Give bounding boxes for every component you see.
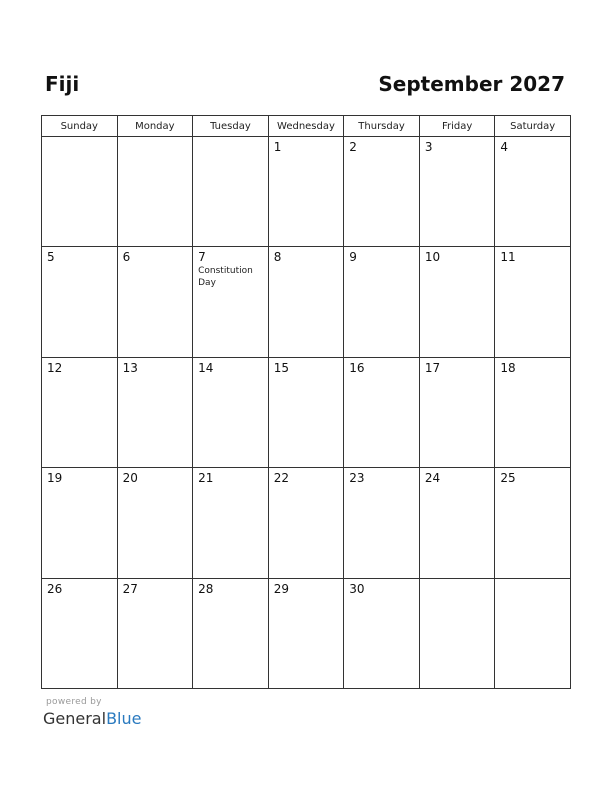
day-cell — [495, 578, 571, 688]
day-cell — [193, 468, 269, 578]
day-number: 5 — [47, 250, 55, 265]
week-row — [42, 247, 571, 357]
day-cell — [193, 247, 269, 357]
month-year-title: September 2027 — [378, 72, 565, 96]
day-number: 20 — [122, 471, 138, 486]
brand-blue-text: Blue — [106, 709, 142, 728]
footer-branding — [43, 697, 141, 729]
day-number: 24 — [424, 471, 441, 486]
day-number: 25 — [500, 471, 516, 486]
day-cell — [268, 578, 344, 688]
day-cell — [42, 357, 118, 467]
day-number: 2 — [349, 140, 357, 154]
day-cell — [344, 468, 420, 578]
day-cell — [344, 247, 420, 357]
day-number: 30 — [349, 581, 365, 596]
day-cell — [419, 137, 495, 247]
day-number: 17 — [424, 360, 441, 375]
weekday-header: Sunday — [42, 116, 118, 137]
day-number: 9 — [349, 250, 357, 265]
day-cell — [268, 357, 344, 467]
day-cell — [268, 247, 344, 357]
day-number: 23 — [349, 471, 365, 486]
day-number: 11 — [500, 250, 516, 265]
week-row — [42, 137, 571, 247]
day-number: 21 — [198, 471, 214, 486]
day-cell — [344, 137, 420, 247]
weekday-header-row — [42, 116, 571, 137]
day-number: 3 — [424, 140, 433, 154]
weekday-header: Monday — [117, 116, 193, 137]
day-number: 12 — [47, 360, 63, 375]
day-cell — [42, 468, 118, 578]
day-cell — [193, 137, 269, 247]
day-number: 7 — [198, 250, 206, 265]
day-cell — [193, 578, 269, 688]
day-cell — [42, 247, 118, 357]
week-row — [42, 578, 571, 688]
brand-logo[interactable] — [43, 709, 141, 729]
calendar-grid — [41, 115, 571, 689]
day-number: 15 — [273, 360, 289, 375]
day-number: 16 — [349, 360, 365, 375]
day-number: 14 — [198, 360, 214, 375]
day-number: 4 — [500, 140, 509, 154]
day-number: 18 — [500, 360, 516, 375]
powered-by-label: powered by — [46, 697, 102, 707]
day-cell — [419, 468, 495, 578]
day-cell — [42, 137, 118, 247]
weekday-header: Saturday — [495, 116, 571, 137]
holiday-label: Constitution Day — [198, 266, 253, 289]
day-cell — [495, 468, 571, 578]
day-cell — [117, 578, 193, 688]
day-cell — [344, 357, 420, 467]
day-cell — [344, 578, 420, 688]
weekday-header: Thursday — [344, 116, 420, 137]
day-number: 22 — [273, 471, 289, 486]
day-number: 8 — [273, 250, 282, 265]
day-cell — [495, 357, 571, 467]
day-cell — [117, 247, 193, 357]
day-cell — [268, 137, 344, 247]
week-row — [42, 468, 571, 578]
country-title: Fiji — [45, 72, 80, 96]
day-cell — [419, 357, 495, 467]
day-number: 28 — [198, 581, 214, 596]
day-cell — [117, 357, 193, 467]
day-cell — [193, 357, 269, 467]
day-cell — [495, 137, 571, 247]
day-cell — [419, 247, 495, 357]
day-number: 29 — [273, 581, 289, 596]
day-cell — [268, 468, 344, 578]
brand-general-text: General — [43, 709, 107, 728]
day-number: 10 — [424, 250, 441, 265]
day-cell — [495, 247, 571, 357]
weekday-header: Tuesday — [193, 116, 269, 137]
week-row — [42, 357, 571, 467]
day-cell — [117, 468, 193, 578]
day-cell — [117, 137, 193, 247]
weekday-header: Wednesday — [268, 116, 344, 137]
day-cell — [419, 578, 495, 688]
day-number: 19 — [47, 471, 63, 486]
day-cell — [42, 578, 118, 688]
day-number: 26 — [47, 581, 63, 596]
day-number: 13 — [122, 360, 138, 375]
weekday-header: Friday — [419, 116, 495, 137]
day-number: 6 — [122, 250, 131, 265]
day-number: 27 — [122, 581, 138, 596]
day-number: 1 — [273, 140, 282, 154]
